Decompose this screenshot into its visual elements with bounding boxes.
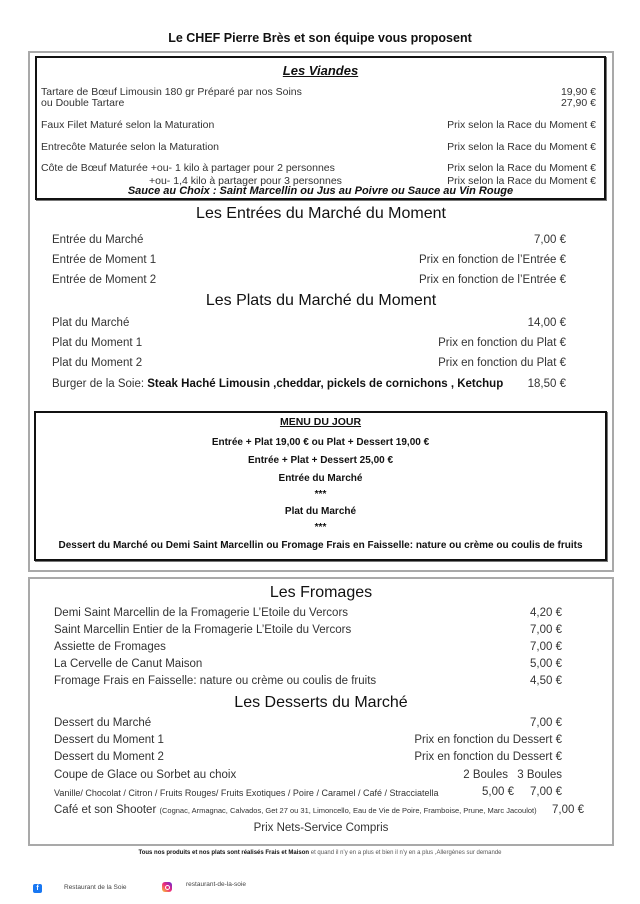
instagram-link[interactable]: restaurant-de-la-soie	[186, 881, 246, 888]
menu-panel-main	[28, 51, 614, 572]
item-price: Prix selon la Race du Moment €	[447, 162, 596, 174]
item-name: Assiette de Fromages	[54, 641, 166, 653]
item-name: Entrée de Moment 2	[52, 274, 157, 286]
glace-col-2-boules: 2 Boules	[463, 769, 508, 781]
menu-line: Entrée + Plat + Dessert 25,00 €	[247, 455, 394, 466]
item-price: 14,00 €	[527, 317, 566, 329]
item-name: Dessert du Moment 2	[54, 751, 164, 763]
item-name: La Cervelle de Canut Maison	[54, 658, 203, 670]
viandes-title: Les Viandes	[282, 63, 359, 78]
item-price: Prix selon la Race du Moment €	[447, 141, 596, 153]
page-title: Le CHEF Pierre Brès et son équipe vous proposent	[168, 31, 472, 45]
menu-line: Dessert du Marché ou Demi Saint Marcellin ou Fromage Frais en Faisselle: nature ou crème ou coulis de fruits	[58, 540, 583, 551]
glace-price-3: 7,00 €	[530, 786, 562, 798]
item-price: Prix selon la Race du Moment €	[447, 175, 596, 187]
item-name: Côte de Bœuf Maturée +ou- 1 kilo à partager pour 2 personnes	[41, 162, 335, 174]
item-price: Prix en fonction du Dessert €	[414, 751, 562, 763]
item-name: Fromage Frais en Faisselle: nature ou crème ou coulis de fruits	[54, 675, 377, 687]
item-price: 19,90 €	[560, 86, 596, 98]
item-price: 7,00 €	[530, 624, 562, 636]
menu-panel-desserts	[28, 577, 614, 846]
item-price: 7,00 €	[530, 641, 562, 653]
item-name: +ou- 1,4 kilo à partager pour 3 personnes	[149, 175, 342, 187]
item-price: 7,00 €	[534, 234, 566, 246]
item-name: Faux Filet Maturé selon la Maturation	[41, 119, 215, 131]
footnote-bold: Tous nos produits et nos plats sont réalisés Frais et Maison	[138, 850, 310, 856]
menu-line: Entrée + Plat 19,00 € ou Plat + Dessert 19,00 €	[211, 437, 430, 448]
sauce-note: Sauce au Choix : Saint Marcellin ou Jus au Poivre ou Sauce au Vin Rouge	[127, 185, 514, 197]
menu-line: Entrée du Marché	[278, 473, 363, 484]
item-price: 4,50 €	[530, 675, 562, 687]
item-name: Dessert du Marché	[54, 717, 152, 729]
glace-flavors: Vanille/ Chocolat / Citron / Fruits Rouges/ Fruits Exotiques / Poire / Caramel / Café / Stracciatella	[54, 788, 439, 798]
item-price: 4,20 €	[530, 607, 562, 619]
glace-price-2: 5,00 €	[482, 786, 514, 798]
menu-separator: ***	[314, 489, 327, 500]
plats-title: Les Plats du Marché du Moment	[205, 292, 437, 309]
item-price: 7,00 €	[530, 717, 562, 729]
glace-col-3-boules: 3 Boules	[517, 769, 562, 781]
menu-du-jour-section	[34, 411, 607, 561]
instagram-icon[interactable]	[162, 882, 172, 892]
item-price: Prix selon la Race du Moment €	[447, 119, 596, 131]
item-name: ou Double Tartare	[41, 97, 125, 109]
item-price: Prix en fonction du Plat €	[438, 337, 566, 349]
item-price: 27,90 €	[560, 97, 596, 109]
item-name: Entrée du Marché	[52, 234, 144, 246]
footnote	[0, 850, 640, 856]
menu-du-jour-title: MENU DU JOUR	[279, 416, 362, 428]
item-name: Demi Saint Marcellin de la Fromagerie L’Etoile du Vercors	[54, 607, 349, 619]
item-price: 5,00 €	[530, 658, 562, 670]
menu-separator: ***	[314, 522, 327, 533]
item-price: Prix en fonction de l’Entrée €	[418, 274, 566, 286]
desserts-title: Les Desserts du Marché	[234, 694, 408, 711]
prix-nets-note: Prix Nets-Service Compris	[253, 822, 389, 834]
cafe-price: 7,00 €	[552, 804, 584, 816]
burger-name: Burger de la Soie:	[52, 378, 145, 390]
item-price: Prix en fonction de l’Entrée €	[418, 254, 566, 266]
item-name: Entrée de Moment 1	[52, 254, 157, 266]
menu-line: Plat du Marché	[284, 506, 357, 517]
item-name: Plat du Marché	[52, 317, 130, 329]
facebook-icon[interactable]: f	[33, 884, 42, 893]
item-price: Prix en fonction du Plat €	[438, 357, 566, 369]
item-name: Plat du Moment 2	[52, 357, 143, 369]
cafe-details: (Cognac, Armagnac, Calvados, Get 27 ou 31, Limoncello, Eau de Vie de Poire, Framboise, Prune, Marc Jacoulot)	[159, 806, 537, 815]
burger-details: Steak Haché Limousin ,cheddar, pickels de cornichons , Ketchup	[147, 378, 504, 390]
item-name: Saint Marcellin Entier de la Fromagerie L’Etoile du Vercors	[54, 624, 352, 636]
burger-price: 18,50 €	[527, 378, 566, 390]
item-name: Dessert du Moment 1	[54, 734, 164, 746]
fromages-title: Les Fromages	[269, 584, 373, 601]
viandes-section	[35, 56, 606, 200]
cafe-name: Café et son Shooter	[54, 804, 157, 816]
entrees-title: Les Entrées du Marché du Moment	[196, 205, 446, 222]
item-price: Prix en fonction du Dessert €	[414, 734, 562, 746]
item-name: Plat du Moment 1	[52, 337, 143, 349]
item-name: Entrecôte Maturée selon la Maturation	[41, 141, 220, 153]
facebook-link[interactable]: Restaurant de la Soie	[64, 884, 127, 891]
item-name: Tartare de Bœuf Limousin 180 gr Préparé par nos Soins	[41, 86, 302, 98]
footnote-rest: et quand il n’y en a plus et bien il n’y en a plus ,Allergènes sur demande	[310, 850, 502, 856]
glace-name: Coupe de Glace ou Sorbet au choix	[54, 769, 237, 781]
